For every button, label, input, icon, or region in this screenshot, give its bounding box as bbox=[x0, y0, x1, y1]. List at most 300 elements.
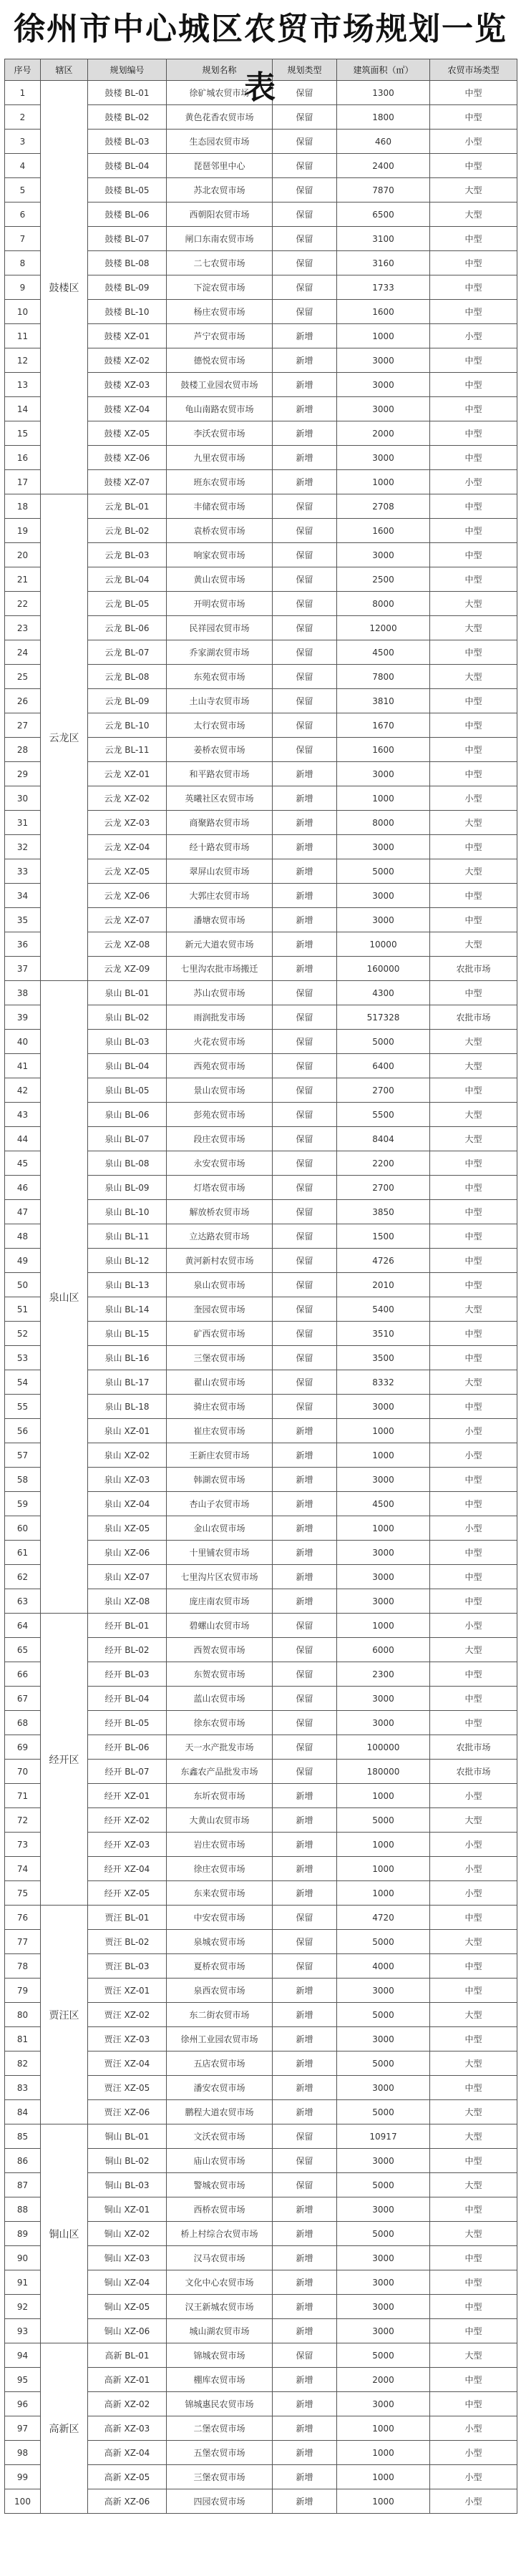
cell-index: 52 bbox=[5, 1322, 41, 1346]
cell-plan-type: 新增 bbox=[273, 835, 337, 859]
cell-market-type: 中型 bbox=[430, 884, 517, 908]
cell-market-type: 中型 bbox=[430, 1711, 517, 1735]
cell-market-type: 中型 bbox=[430, 1541, 517, 1565]
cell-market-type: 小型 bbox=[430, 1516, 517, 1541]
cell-floor-area: 1000 bbox=[337, 786, 430, 811]
cell-market-type: 中型 bbox=[430, 1687, 517, 1711]
cell-plan-type: 保留 bbox=[273, 275, 337, 300]
cell-index: 15 bbox=[5, 421, 41, 446]
cell-district: 贾汪区 bbox=[41, 1906, 88, 2124]
cell-index: 100 bbox=[5, 2489, 41, 2514]
cell-market-type: 大型 bbox=[430, 932, 517, 957]
cell-plan-code: 鼓楼 XZ-02 bbox=[88, 348, 167, 373]
cell-plan-name: 段庄农贸市场 bbox=[167, 1127, 273, 1151]
cell-plan-type: 新增 bbox=[273, 1516, 337, 1541]
cell-floor-area: 5400 bbox=[337, 1297, 430, 1322]
cell-index: 38 bbox=[5, 981, 41, 1005]
cell-plan-name: 泉西农贸市场 bbox=[167, 1979, 273, 2003]
cell-plan-type: 新增 bbox=[273, 1419, 337, 1443]
cell-market-type: 小型 bbox=[430, 2465, 517, 2489]
cell-plan-code: 贾汪 XZ-05 bbox=[88, 2076, 167, 2100]
cell-plan-type: 新增 bbox=[273, 2076, 337, 2100]
cell-plan-code: 鼓楼 BL-06 bbox=[88, 203, 167, 227]
cell-plan-code: 泉山 BL-10 bbox=[88, 1200, 167, 1224]
cell-plan-code: 铜山 XZ-05 bbox=[88, 2295, 167, 2319]
cell-index: 85 bbox=[5, 2124, 41, 2149]
cell-index: 94 bbox=[5, 2343, 41, 2368]
cell-plan-type: 新增 bbox=[273, 2416, 337, 2441]
cell-market-type: 中型 bbox=[430, 1151, 517, 1176]
cell-plan-code: 云龙 BL-06 bbox=[88, 616, 167, 640]
cell-plan-name: 骑庄农贸市场 bbox=[167, 1395, 273, 1419]
table-row bbox=[5, 2124, 517, 2149]
cell-market-type: 小型 bbox=[430, 130, 517, 154]
header-district: 辖区 bbox=[41, 59, 88, 81]
cell-index: 56 bbox=[5, 1419, 41, 1443]
cell-plan-code: 云龙 XZ-01 bbox=[88, 762, 167, 786]
cell-plan-code: 云龙 BL-02 bbox=[88, 519, 167, 543]
cell-plan-name: 永安农贸市场 bbox=[167, 1151, 273, 1176]
cell-plan-code: 泉山 XZ-05 bbox=[88, 1516, 167, 1541]
cell-plan-code: 鼓楼 BL-10 bbox=[88, 300, 167, 324]
cell-floor-area: 10917 bbox=[337, 2124, 430, 2149]
cell-floor-area: 5000 bbox=[337, 2222, 430, 2246]
cell-plan-code: 经开 XZ-03 bbox=[88, 1833, 167, 1857]
cell-plan-code: 云龙 XZ-08 bbox=[88, 932, 167, 957]
cell-market-type: 农批市场 bbox=[430, 957, 517, 981]
cell-plan-code: 铜山 BL-03 bbox=[88, 2173, 167, 2197]
cell-plan-type: 保留 bbox=[273, 1322, 337, 1346]
cell-plan-code: 泉山 XZ-01 bbox=[88, 1419, 167, 1443]
cell-floor-area: 1000 bbox=[337, 2489, 430, 2514]
cell-plan-name: 锦城农贸市场 bbox=[167, 2343, 273, 2368]
cell-index: 57 bbox=[5, 1443, 41, 1468]
cell-plan-type: 新增 bbox=[273, 1857, 337, 1881]
cell-plan-code: 铜山 XZ-04 bbox=[88, 2270, 167, 2295]
cell-market-type: 中型 bbox=[430, 421, 517, 446]
cell-index: 44 bbox=[5, 1127, 41, 1151]
cell-plan-type: 新增 bbox=[273, 1833, 337, 1857]
cell-floor-area: 3000 bbox=[337, 908, 430, 932]
cell-plan-name: 徐东农贸市场 bbox=[167, 1711, 273, 1735]
cell-floor-area: 5000 bbox=[337, 2343, 430, 2368]
cell-market-type: 中型 bbox=[430, 1468, 517, 1492]
cell-plan-code: 鼓楼 BL-04 bbox=[88, 154, 167, 178]
cell-floor-area: 4720 bbox=[337, 1906, 430, 1930]
cell-plan-name: 大郭庄农贸市场 bbox=[167, 884, 273, 908]
cell-index: 34 bbox=[5, 884, 41, 908]
cell-plan-type: 新增 bbox=[273, 1565, 337, 1589]
cell-floor-area: 4726 bbox=[337, 1249, 430, 1273]
cell-plan-type: 保留 bbox=[273, 519, 337, 543]
cell-plan-code: 经开 XZ-04 bbox=[88, 1857, 167, 1881]
cell-plan-code: 云龙 BL-09 bbox=[88, 689, 167, 713]
cell-plan-type: 新增 bbox=[273, 1541, 337, 1565]
cell-plan-name: 彭苑农贸市场 bbox=[167, 1103, 273, 1127]
cell-plan-name: 金山农贸市场 bbox=[167, 1516, 273, 1541]
cell-index: 98 bbox=[5, 2441, 41, 2465]
cell-plan-type: 保留 bbox=[273, 1151, 337, 1176]
cell-floor-area: 2000 bbox=[337, 421, 430, 446]
cell-plan-name: 蓝山农贸市场 bbox=[167, 1687, 273, 1711]
cell-plan-name: 潘塘农贸市场 bbox=[167, 908, 273, 932]
cell-plan-code: 鼓楼 XZ-04 bbox=[88, 397, 167, 421]
cell-market-type: 大型 bbox=[430, 2124, 517, 2149]
cell-plan-type: 新增 bbox=[273, 2100, 337, 2124]
cell-floor-area: 1000 bbox=[337, 1784, 430, 1808]
cell-plan-name: 芦宁农贸市场 bbox=[167, 324, 273, 348]
cell-plan-type: 保留 bbox=[273, 1078, 337, 1103]
cell-floor-area: 3810 bbox=[337, 689, 430, 713]
cell-plan-name: 东苑农贸市场 bbox=[167, 665, 273, 689]
cell-market-type: 中型 bbox=[430, 348, 517, 373]
cell-plan-code: 泉山 XZ-04 bbox=[88, 1492, 167, 1516]
cell-plan-name: 西桥农贸市场 bbox=[167, 2197, 273, 2222]
cell-floor-area: 7800 bbox=[337, 665, 430, 689]
cell-market-type: 小型 bbox=[430, 2416, 517, 2441]
cell-floor-area: 517328 bbox=[337, 1005, 430, 1030]
cell-plan-name: 大黄山农贸市场 bbox=[167, 1808, 273, 1833]
cell-market-type: 中型 bbox=[430, 713, 517, 738]
cell-floor-area: 8332 bbox=[337, 1370, 430, 1395]
cell-market-type: 小型 bbox=[430, 2489, 517, 2514]
cell-index: 11 bbox=[5, 324, 41, 348]
cell-market-type: 中型 bbox=[430, 981, 517, 1005]
cell-plan-type: 保留 bbox=[273, 494, 337, 519]
header-plan-type: 规划类型 bbox=[273, 59, 337, 81]
cell-market-type: 中型 bbox=[430, 446, 517, 470]
cell-plan-type: 新增 bbox=[273, 1468, 337, 1492]
cell-market-type: 中型 bbox=[430, 738, 517, 762]
cell-index: 30 bbox=[5, 786, 41, 811]
cell-district: 泉山区 bbox=[41, 981, 88, 1614]
cell-floor-area: 3100 bbox=[337, 227, 430, 251]
cell-floor-area: 3000 bbox=[337, 2392, 430, 2416]
cell-index: 82 bbox=[5, 2051, 41, 2076]
cell-plan-type: 保留 bbox=[273, 1249, 337, 1273]
cell-index: 86 bbox=[5, 2149, 41, 2173]
cell-market-type: 大型 bbox=[430, 1370, 517, 1395]
cell-plan-type: 新增 bbox=[273, 2003, 337, 2027]
cell-market-type: 中型 bbox=[430, 2246, 517, 2270]
cell-plan-name: 泉山农贸市场 bbox=[167, 1273, 273, 1297]
cell-plan-name: 徐庄农贸市场 bbox=[167, 1857, 273, 1881]
cell-floor-area: 3000 bbox=[337, 2295, 430, 2319]
cell-index: 78 bbox=[5, 1954, 41, 1979]
cell-floor-area: 5000 bbox=[337, 2003, 430, 2027]
cell-market-type: 农批市场 bbox=[430, 1735, 517, 1760]
cell-market-type: 大型 bbox=[430, 1054, 517, 1078]
cell-plan-name: 太行农贸市场 bbox=[167, 713, 273, 738]
cell-plan-name: 生态园农贸市场 bbox=[167, 130, 273, 154]
cell-plan-type: 保留 bbox=[273, 1638, 337, 1662]
cell-floor-area: 4500 bbox=[337, 1492, 430, 1516]
cell-market-type: 小型 bbox=[430, 2441, 517, 2465]
cell-plan-name: 李沃农贸市场 bbox=[167, 421, 273, 446]
cell-market-type: 中型 bbox=[430, 275, 517, 300]
cell-plan-code: 鼓楼 XZ-05 bbox=[88, 421, 167, 446]
cell-plan-code: 泉山 BL-11 bbox=[88, 1224, 167, 1249]
cell-plan-name: 文沃农贸市场 bbox=[167, 2124, 273, 2149]
cell-plan-type: 保留 bbox=[273, 1735, 337, 1760]
cell-plan-type: 新增 bbox=[273, 373, 337, 397]
cell-market-type: 中型 bbox=[430, 494, 517, 519]
cell-plan-code: 云龙 XZ-05 bbox=[88, 859, 167, 884]
cell-floor-area: 2500 bbox=[337, 567, 430, 592]
cell-plan-code: 铜山 XZ-03 bbox=[88, 2246, 167, 2270]
cell-plan-name: 新元大道农贸市场 bbox=[167, 932, 273, 957]
cell-floor-area: 1300 bbox=[337, 81, 430, 105]
cell-district: 鼓楼区 bbox=[41, 81, 88, 494]
cell-market-type: 大型 bbox=[430, 203, 517, 227]
cell-plan-code: 鼓楼 XZ-01 bbox=[88, 324, 167, 348]
cell-floor-area: 1000 bbox=[337, 1443, 430, 1468]
cell-floor-area: 12000 bbox=[337, 616, 430, 640]
cell-floor-area: 5000 bbox=[337, 1030, 430, 1054]
cell-floor-area: 5500 bbox=[337, 1103, 430, 1127]
cell-plan-type: 新增 bbox=[273, 2368, 337, 2392]
cell-market-type: 小型 bbox=[430, 1857, 517, 1881]
cell-plan-type: 新增 bbox=[273, 1979, 337, 2003]
cell-index: 10 bbox=[5, 300, 41, 324]
cell-plan-name: 翠屏山农贸市场 bbox=[167, 859, 273, 884]
cell-index: 96 bbox=[5, 2392, 41, 2416]
table-row bbox=[5, 2343, 517, 2368]
cell-index: 58 bbox=[5, 1468, 41, 1492]
cell-floor-area: 5000 bbox=[337, 2051, 430, 2076]
cell-index: 89 bbox=[5, 2222, 41, 2246]
cell-index: 18 bbox=[5, 494, 41, 519]
cell-market-type: 大型 bbox=[430, 1030, 517, 1054]
cell-market-type: 小型 bbox=[430, 1614, 517, 1638]
cell-plan-code: 贾汪 XZ-01 bbox=[88, 1979, 167, 2003]
cell-index: 48 bbox=[5, 1224, 41, 1249]
cell-plan-code: 泉山 BL-16 bbox=[88, 1346, 167, 1370]
cell-index: 83 bbox=[5, 2076, 41, 2100]
cell-floor-area: 1500 bbox=[337, 1224, 430, 1249]
cell-floor-area: 6000 bbox=[337, 1638, 430, 1662]
cell-market-type: 大型 bbox=[430, 1297, 517, 1322]
cell-plan-type: 保留 bbox=[273, 1030, 337, 1054]
cell-market-type: 中型 bbox=[430, 2270, 517, 2295]
cell-plan-code: 鼓楼 BL-05 bbox=[88, 178, 167, 203]
cell-plan-name: 响家农贸市场 bbox=[167, 543, 273, 567]
cell-plan-type: 保留 bbox=[273, 665, 337, 689]
cell-index: 72 bbox=[5, 1808, 41, 1833]
cell-floor-area: 5000 bbox=[337, 1808, 430, 1833]
cell-market-type: 中型 bbox=[430, 1249, 517, 1273]
cell-index: 29 bbox=[5, 762, 41, 786]
cell-market-type: 大型 bbox=[430, 178, 517, 203]
cell-plan-name: 东圻农贸市场 bbox=[167, 1784, 273, 1808]
cell-district: 铜山区 bbox=[41, 2124, 88, 2343]
cell-plan-name: 崔庄农贸市场 bbox=[167, 1419, 273, 1443]
cell-floor-area: 3000 bbox=[337, 2149, 430, 2173]
cell-plan-type: 保留 bbox=[273, 616, 337, 640]
cell-plan-type: 保留 bbox=[273, 1906, 337, 1930]
cell-floor-area: 1000 bbox=[337, 324, 430, 348]
cell-index: 69 bbox=[5, 1735, 41, 1760]
header-index: 序号 bbox=[5, 59, 41, 81]
cell-market-type: 中型 bbox=[430, 227, 517, 251]
cell-floor-area: 3000 bbox=[337, 1565, 430, 1589]
cell-plan-type: 新增 bbox=[273, 2465, 337, 2489]
cell-plan-code: 云龙 BL-08 bbox=[88, 665, 167, 689]
cell-plan-name: 棚库农贸市场 bbox=[167, 2368, 273, 2392]
cell-index: 84 bbox=[5, 2100, 41, 2124]
cell-index: 8 bbox=[5, 251, 41, 275]
cell-plan-name: 三堡农贸市场 bbox=[167, 2465, 273, 2489]
cell-plan-type: 新增 bbox=[273, 2222, 337, 2246]
cell-index: 32 bbox=[5, 835, 41, 859]
cell-market-type: 中型 bbox=[430, 300, 517, 324]
cell-floor-area: 1800 bbox=[337, 105, 430, 130]
cell-plan-code: 经开 BL-01 bbox=[88, 1614, 167, 1638]
cell-floor-area: 100000 bbox=[337, 1735, 430, 1760]
cell-plan-code: 贾汪 BL-01 bbox=[88, 1906, 167, 1930]
cell-plan-type: 新增 bbox=[273, 2392, 337, 2416]
cell-market-type: 小型 bbox=[430, 1833, 517, 1857]
cell-index: 76 bbox=[5, 1906, 41, 1930]
cell-plan-code: 贾汪 BL-02 bbox=[88, 1930, 167, 1954]
cell-floor-area: 3510 bbox=[337, 1322, 430, 1346]
cell-plan-code: 高新 XZ-01 bbox=[88, 2368, 167, 2392]
cell-plan-code: 泉山 BL-18 bbox=[88, 1395, 167, 1419]
cell-floor-area: 3160 bbox=[337, 251, 430, 275]
cell-floor-area: 3000 bbox=[337, 2246, 430, 2270]
cell-market-type: 中型 bbox=[430, 2295, 517, 2319]
cell-floor-area: 1000 bbox=[337, 1833, 430, 1857]
cell-index: 13 bbox=[5, 373, 41, 397]
cell-floor-area: 3000 bbox=[337, 2076, 430, 2100]
header-plan-name: 规划名称 bbox=[167, 59, 273, 81]
cell-index: 3 bbox=[5, 130, 41, 154]
cell-plan-code: 经开 BL-05 bbox=[88, 1711, 167, 1735]
cell-plan-name: 苏北农贸市场 bbox=[167, 178, 273, 203]
cell-index: 2 bbox=[5, 105, 41, 130]
cell-plan-type: 新增 bbox=[273, 762, 337, 786]
cell-index: 59 bbox=[5, 1492, 41, 1516]
cell-plan-type: 新增 bbox=[273, 470, 337, 494]
cell-plan-name: 警城农贸市场 bbox=[167, 2173, 273, 2197]
cell-market-type: 农批市场 bbox=[430, 1760, 517, 1784]
cell-market-type: 中型 bbox=[430, 908, 517, 932]
cell-floor-area: 6500 bbox=[337, 203, 430, 227]
cell-plan-type: 保留 bbox=[273, 203, 337, 227]
cell-plan-name: 矿西农贸市场 bbox=[167, 1322, 273, 1346]
cell-plan-code: 泉山 BL-01 bbox=[88, 981, 167, 1005]
cell-floor-area: 4500 bbox=[337, 640, 430, 665]
cell-plan-code: 泉山 BL-12 bbox=[88, 1249, 167, 1273]
cell-plan-code: 贾汪 XZ-02 bbox=[88, 2003, 167, 2027]
cell-plan-name: 五店农贸市场 bbox=[167, 2051, 273, 2076]
cell-plan-type: 新增 bbox=[273, 1589, 337, 1614]
cell-index: 67 bbox=[5, 1687, 41, 1711]
cell-plan-type: 保留 bbox=[273, 2173, 337, 2197]
cell-plan-type: 新增 bbox=[273, 2270, 337, 2295]
cell-index: 87 bbox=[5, 2173, 41, 2197]
cell-plan-code: 泉山 BL-04 bbox=[88, 1054, 167, 1078]
table-row bbox=[5, 494, 517, 519]
cell-market-type: 大型 bbox=[430, 592, 517, 616]
cell-plan-code: 泉山 BL-06 bbox=[88, 1103, 167, 1127]
cell-index: 23 bbox=[5, 616, 41, 640]
cell-index: 25 bbox=[5, 665, 41, 689]
cell-floor-area: 3000 bbox=[337, 543, 430, 567]
cell-floor-area: 8000 bbox=[337, 811, 430, 835]
cell-floor-area: 5000 bbox=[337, 859, 430, 884]
cell-index: 22 bbox=[5, 592, 41, 616]
cell-plan-code: 鼓楼 BL-08 bbox=[88, 251, 167, 275]
cell-index: 47 bbox=[5, 1200, 41, 1224]
cell-plan-type: 保留 bbox=[273, 2149, 337, 2173]
cell-floor-area: 3000 bbox=[337, 1979, 430, 2003]
cell-index: 91 bbox=[5, 2270, 41, 2295]
cell-index: 43 bbox=[5, 1103, 41, 1127]
cell-market-type: 大型 bbox=[430, 859, 517, 884]
cell-floor-area: 2708 bbox=[337, 494, 430, 519]
cell-district: 经开区 bbox=[41, 1614, 88, 1906]
cell-plan-code: 鼓楼 XZ-06 bbox=[88, 446, 167, 470]
cell-plan-code: 云龙 XZ-09 bbox=[88, 957, 167, 981]
cell-market-type: 中型 bbox=[430, 1589, 517, 1614]
cell-plan-name: 商聚路农贸市场 bbox=[167, 811, 273, 835]
cell-index: 36 bbox=[5, 932, 41, 957]
cell-index: 93 bbox=[5, 2319, 41, 2343]
cell-plan-name: 碧螺山农贸市场 bbox=[167, 1614, 273, 1638]
cell-plan-name: 二堡农贸市场 bbox=[167, 2416, 273, 2441]
cell-plan-type: 保留 bbox=[273, 154, 337, 178]
cell-market-type: 大型 bbox=[430, 1930, 517, 1954]
cell-plan-code: 鼓楼 BL-07 bbox=[88, 227, 167, 251]
table-row bbox=[5, 1906, 517, 1930]
cell-plan-type: 保留 bbox=[273, 1346, 337, 1370]
cell-plan-name: 四园农贸市场 bbox=[167, 2489, 273, 2514]
cell-plan-code: 泉山 XZ-03 bbox=[88, 1468, 167, 1492]
cell-plan-type: 保留 bbox=[273, 1054, 337, 1078]
cell-market-type: 中型 bbox=[430, 567, 517, 592]
cell-plan-name: 庙山农贸市场 bbox=[167, 2149, 273, 2173]
cell-floor-area: 460 bbox=[337, 130, 430, 154]
cell-plan-type: 保留 bbox=[273, 1395, 337, 1419]
market-plan-table bbox=[4, 59, 517, 2514]
cell-index: 75 bbox=[5, 1881, 41, 1906]
cell-plan-name: 奎园农贸市场 bbox=[167, 1297, 273, 1322]
cell-plan-type: 新增 bbox=[273, 786, 337, 811]
cell-plan-name: 九里农贸市场 bbox=[167, 446, 273, 470]
cell-plan-type: 保留 bbox=[273, 738, 337, 762]
cell-plan-type: 新增 bbox=[273, 908, 337, 932]
cell-plan-code: 铜山 XZ-01 bbox=[88, 2197, 167, 2222]
cell-plan-code: 云龙 BL-04 bbox=[88, 567, 167, 592]
cell-floor-area: 3000 bbox=[337, 762, 430, 786]
cell-floor-area: 5000 bbox=[337, 2173, 430, 2197]
cell-index: 12 bbox=[5, 348, 41, 373]
cell-market-type: 大型 bbox=[430, 2343, 517, 2368]
cell-plan-type: 保留 bbox=[273, 567, 337, 592]
cell-plan-code: 贾汪 BL-03 bbox=[88, 1954, 167, 1979]
cell-plan-code: 泉山 XZ-08 bbox=[88, 1589, 167, 1614]
cell-index: 24 bbox=[5, 640, 41, 665]
cell-plan-type: 新增 bbox=[273, 2295, 337, 2319]
cell-floor-area: 3000 bbox=[337, 1395, 430, 1419]
cell-index: 80 bbox=[5, 2003, 41, 2027]
cell-plan-code: 铜山 XZ-06 bbox=[88, 2319, 167, 2343]
cell-floor-area: 5000 bbox=[337, 1930, 430, 1954]
cell-plan-name: 西朝阳农贸市场 bbox=[167, 203, 273, 227]
cell-index: 45 bbox=[5, 1151, 41, 1176]
cell-market-type: 大型 bbox=[430, 1127, 517, 1151]
